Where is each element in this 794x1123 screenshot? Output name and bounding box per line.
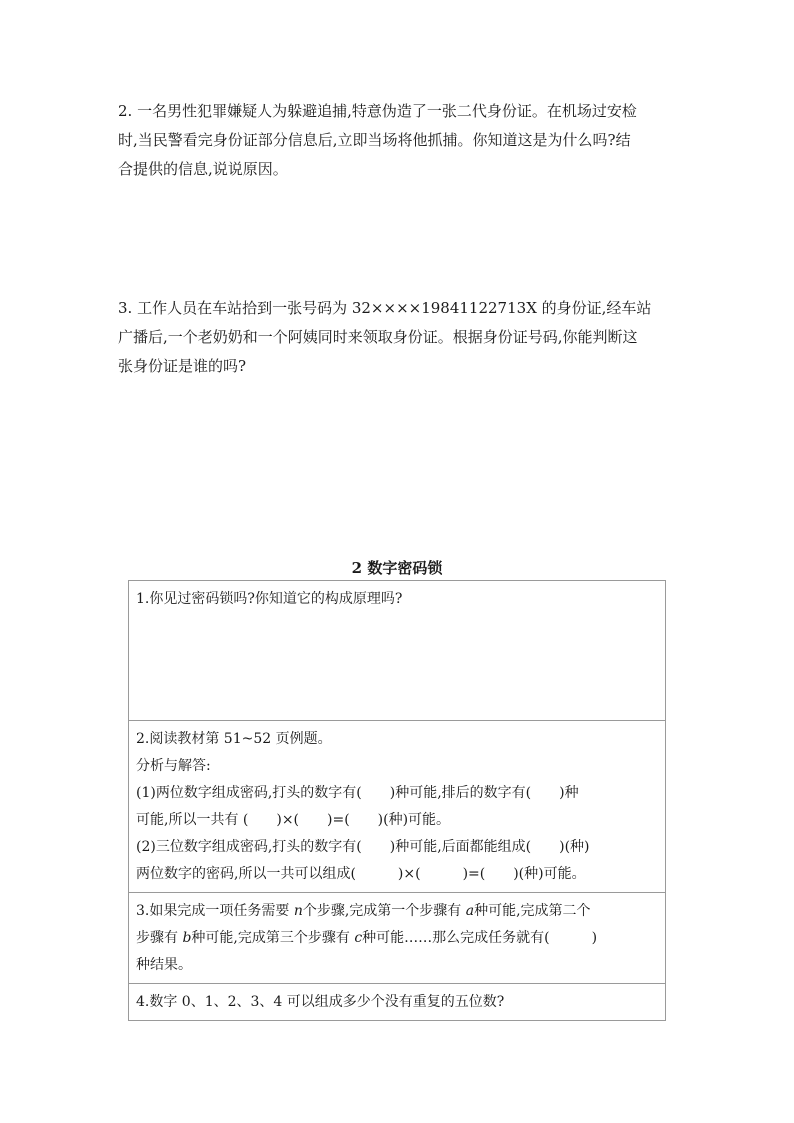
item-3-text: 种可能……那么完成任务就有( ) xyxy=(362,930,598,946)
item-3-text: 步骤有 xyxy=(136,930,183,946)
item-3-line xyxy=(136,898,659,925)
worksheet-table xyxy=(128,580,666,1021)
item-2-line: 分析与解答: xyxy=(136,758,211,774)
item-4-text: 4.数字 0、1、2、3、4 可以组成多少个没有重复的五位数? xyxy=(136,994,505,1010)
question-3-line: 3. 工作人员在车站拾到一张号码为 32××××19841122713X 的身份证,经车站 xyxy=(118,299,652,317)
section-title: 2 数字密码锁 xyxy=(351,559,443,577)
item-2-line: (1)两位数字组成密码,打头的数字有( )种可能,排后的数字有( )种 xyxy=(136,785,579,801)
worksheet-row-3 xyxy=(129,893,666,984)
question-3-line: 广播后,一个老奶奶和一个阿姨同时来领取身份证。根据身份证号码,你能判断这 xyxy=(118,328,638,346)
item-3-text: 种可能,完成第二个 xyxy=(474,903,591,919)
worksheet-cell-2 xyxy=(129,721,666,893)
variable-a: a xyxy=(465,903,475,919)
item-3-line: 种结果。 xyxy=(136,957,192,973)
item-1-text: 1.你见过密码锁吗?你知道它的构成原理吗? xyxy=(136,591,403,607)
question-3-line: 张身份证是谁的吗? xyxy=(118,357,247,375)
variable-c: c xyxy=(354,930,363,946)
variable-b: b xyxy=(182,930,192,946)
worksheet-cell-1 xyxy=(129,581,666,721)
item-3-text: 3.如果完成一项任务需要 xyxy=(136,903,294,919)
question-2-line: 时,当民警看完身份证部分信息后,立即当场将他抓捕。你知道这是为什么吗?结 xyxy=(118,131,631,149)
worksheet-row-1 xyxy=(129,581,666,721)
item-3-text: 种可能,完成第三个步骤有 xyxy=(191,930,355,946)
item-2-line: 两位数字的密码,所以一共可以组成( )×( )=( )(种)可能。 xyxy=(136,866,586,882)
item-3-text: 个步骤,完成第一个步骤有 xyxy=(302,903,466,919)
question-3 xyxy=(118,294,678,381)
worksheet-row-2 xyxy=(129,721,666,893)
worksheet-row-4 xyxy=(129,984,666,1021)
worksheet-cell-3 xyxy=(129,893,666,984)
question-2-line: 2. 一名男性犯罪嫌疑人为躲避追捕,特意伪造了一张二代身份证。在机场过安检 xyxy=(118,102,637,120)
item-2-line: 2.阅读教材第 51~52 页例题。 xyxy=(136,731,332,747)
item-3-line xyxy=(136,925,659,952)
question-2 xyxy=(118,97,678,184)
question-2-line: 合提供的信息,说说原因。 xyxy=(118,160,288,178)
worksheet-cell-4 xyxy=(129,984,666,1021)
item-2-line: (2)三位数字组成密码,打头的数字有( )种可能,后面都能组成( )(种) xyxy=(136,839,590,855)
item-2-line: 可能,所以一共有 ( )×( )=( )(种)可能。 xyxy=(136,812,451,828)
variable-n: n xyxy=(293,903,303,919)
